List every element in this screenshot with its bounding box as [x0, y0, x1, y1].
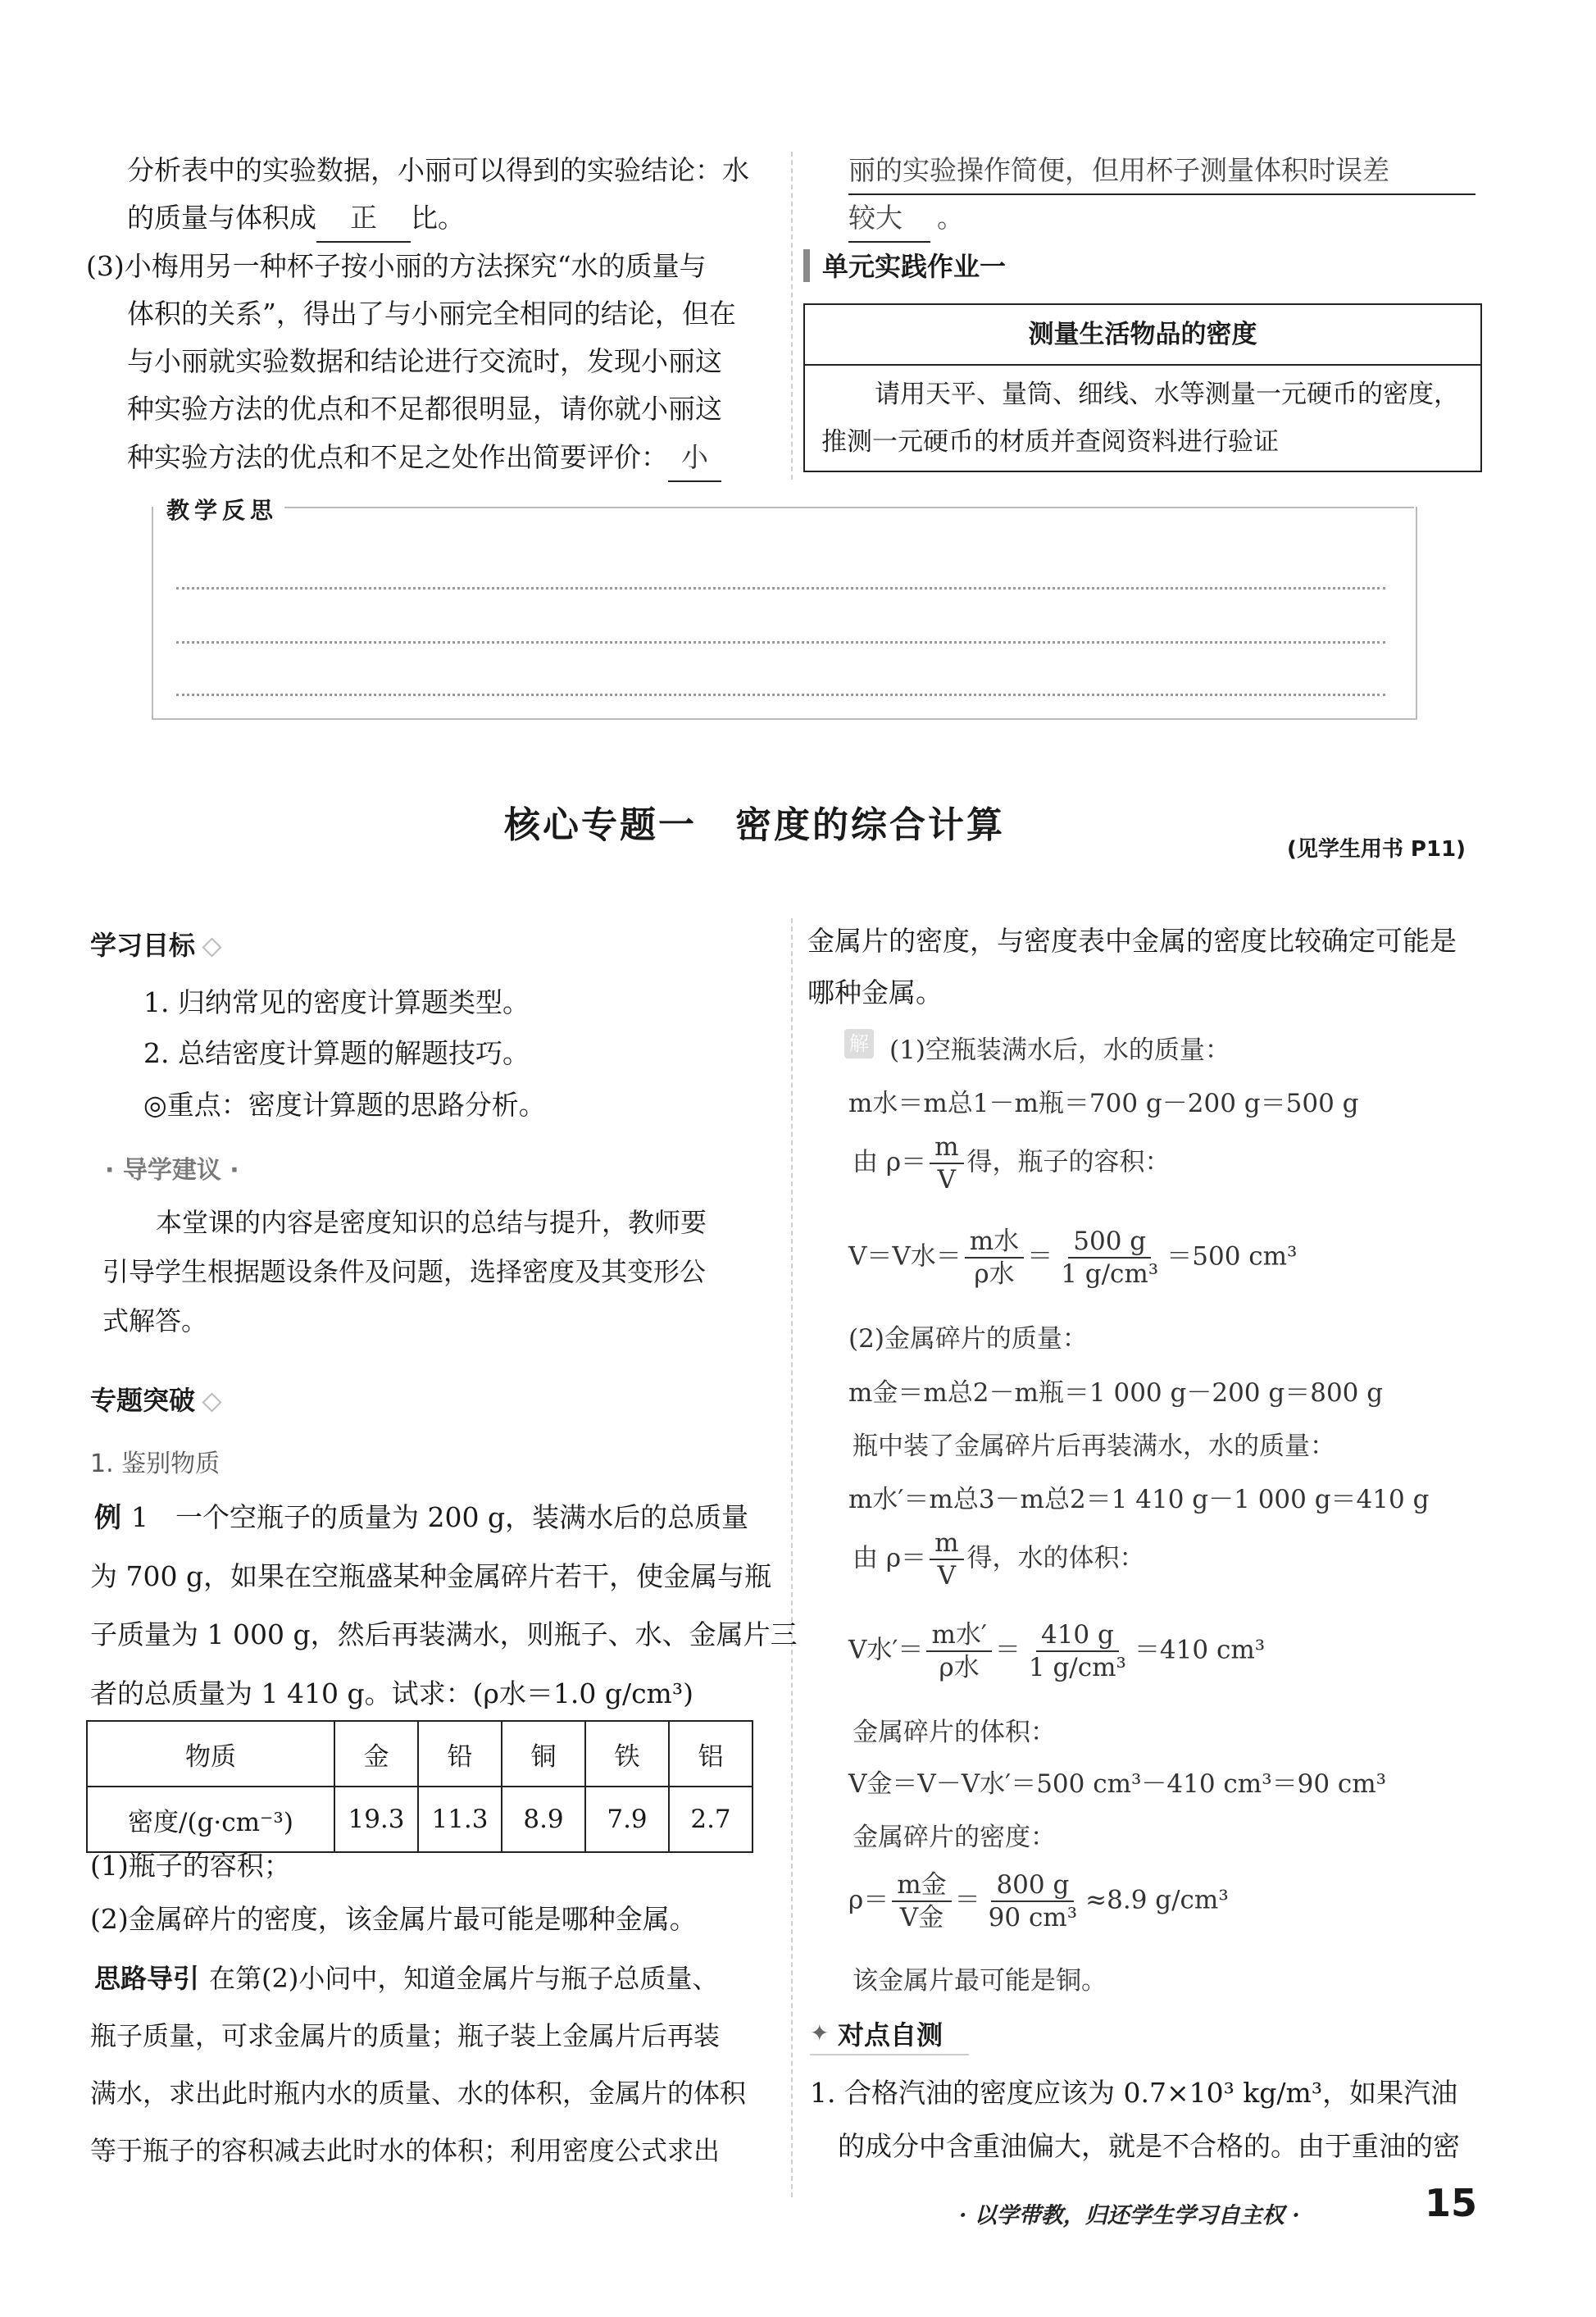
text-segment: ρ＝	[848, 1885, 889, 1915]
fraction	[930, 1527, 963, 1591]
text-segment: ＝410 cm³	[1134, 1635, 1266, 1665]
unit-practice-header: 单元实践作业一	[822, 251, 1007, 282]
fraction	[1056, 1226, 1163, 1290]
text-segment: 得，水的体积：	[966, 1543, 1145, 1573]
sparkle-icon: ✦	[810, 2019, 830, 2046]
breakthrough-header	[90, 1380, 219, 1418]
denominator: 1 g/cm³	[1061, 1259, 1159, 1289]
reflection-top-border	[283, 507, 1414, 508]
text-segment: V水′＝	[848, 1635, 924, 1665]
header-text: 学习目标	[90, 930, 196, 961]
text-segment: 。	[937, 202, 964, 234]
text-segment: 由 ρ＝	[853, 1147, 927, 1177]
text-line: 种实验方法的优点和不足都很明显，请你就小丽这	[127, 393, 722, 425]
fraction	[892, 1869, 951, 1933]
selftest-header-box	[810, 2013, 969, 2055]
solution-line: 金属碎片的密度：	[853, 1823, 1056, 1852]
selftest-header: 对点自测	[838, 2019, 944, 2051]
answer-text: 较大	[848, 195, 930, 243]
denominator: V	[937, 1561, 956, 1591]
thinking-line: 满水，求出此时瓶内水的质量、水的体积，金属片的体积	[90, 2078, 747, 2109]
question-item: (2)金属碎片的密度，该金属片最可能是哪种金属。	[90, 1903, 697, 1935]
text-segment: 得，瓶子的容积：	[966, 1147, 1171, 1177]
text-segment: 的质量与体积成	[127, 202, 316, 234]
solution-line: m金＝m总2－m瓶＝1 000 g－200 g＝800 g	[848, 1378, 1384, 1408]
solution-line	[853, 1527, 1145, 1591]
table-header-cell: 金	[334, 1721, 418, 1787]
text-line: 分析表中的实验数据，小丽可以得到的实验结论：水	[127, 154, 749, 186]
table-cell: 2.7	[669, 1787, 753, 1852]
solution-line: ρ＝ $\frac{\text{m金}}{\text{V金}}$ ＝ $\frac{800 g}{\text{90 cm³}}$ ≈8.9 g/cm³	[848, 1870, 1229, 1932]
table-cell: 8.9	[502, 1787, 585, 1852]
answer-text: 丽的实验操作简便，但用杯子测量体积时误差	[848, 148, 1476, 195]
practice-box-line: 请用天平、量筒、细线、水等测量一元硬币的密度，	[875, 380, 1459, 409]
table-cell: 19.3	[334, 1787, 418, 1852]
goal-item: 2. 总结密度计算题的解题技巧。	[143, 1037, 530, 1069]
guide-line: 式解答。	[102, 1305, 208, 1336]
table-row	[87, 1721, 753, 1787]
denominator: ρ水	[939, 1653, 980, 1682]
numerator: m	[930, 1131, 963, 1164]
reflection-line	[176, 694, 1385, 696]
table-cell: 7.9	[585, 1787, 669, 1852]
answer-continuation	[848, 148, 1476, 195]
problem-line: 1. 合格汽油的密度应该为 0.7×10³ kg/m³，如果汽油	[810, 2077, 1458, 2109]
solution-line: 瓶中装了金属碎片后再装满水，水的质量：	[853, 1432, 1335, 1461]
table-header-cell: 物质	[87, 1721, 334, 1787]
text-segment: 由 ρ＝	[853, 1543, 927, 1573]
learning-goals-header	[90, 925, 219, 963]
text-segment: 在第(2)小问中，知道金属片与瓶子总质量、	[209, 1963, 719, 1994]
guide-line: 引导学生根据题设条件及问题，选择密度及其变形公	[102, 1256, 707, 1287]
fraction	[926, 1619, 991, 1683]
answer-continuation	[848, 195, 964, 243]
reflection-line	[176, 641, 1385, 644]
text-line: 哪种金属。	[807, 976, 943, 1008]
reflection-line	[176, 587, 1385, 589]
numerator: m水	[965, 1226, 1024, 1259]
diamond-icon	[202, 937, 221, 957]
thinking-line	[94, 1955, 718, 2001]
column-divider	[791, 918, 793, 2197]
goal-item: 1. 归纳常见的密度计算题类型。	[143, 986, 530, 1018]
goal-item: ◎重点：密度计算题的思路分析。	[143, 1089, 546, 1121]
text-line: 金属片的密度，与密度表中金属的密度比较确定可能是	[807, 925, 1457, 957]
example-label: 例	[94, 1501, 121, 1533]
fraction	[930, 1131, 963, 1195]
numerator: m金	[892, 1869, 951, 1902]
thinking-line: 瓶子质量，可求金属片的质量；瓶子装上金属片后再装	[90, 2020, 721, 2051]
text-line: (3)小梅用另一种杯子按小丽的方法探究“水的质量与	[86, 250, 707, 282]
table-row-label: 密度/(g·cm⁻³)	[87, 1787, 334, 1852]
solution-line: 该金属片最可能是铜。	[853, 1966, 1107, 1996]
practice-box	[803, 303, 1482, 472]
table-header-cell: 铝	[669, 1721, 753, 1787]
topic-reference: (见学生用书 P11)	[1287, 837, 1466, 862]
text-line: 与小丽就实验数据和结论进行交流时，发现小丽这	[127, 345, 722, 377]
density-table	[86, 1720, 753, 1853]
denominator: V金	[899, 1903, 944, 1932]
text-line	[127, 435, 721, 482]
solution-line: V水′＝ $\frac{\text{m水′}}{\text{ρ水}}$ ＝ $\frac{410 g}{\text{1 g/cm³}}$ ＝410 cm³	[848, 1620, 1266, 1682]
solution-line: m水′＝m总3－m总2＝1 410 g－1 000 g＝410 g	[848, 1485, 1430, 1514]
example-line: 为 700 g，如果在空瓶盛某种金属碎片若干，使金属与瓶	[90, 1560, 772, 1592]
column-divider	[791, 152, 793, 480]
table-cell: 11.3	[418, 1787, 502, 1852]
thinking-line: 等于瓶子的容积减去此时水的体积；利用密度公式求出	[90, 2135, 721, 2166]
section-marker	[803, 249, 810, 282]
denominator: ρ水	[974, 1259, 1015, 1289]
example-line: 子质量为 1 000 g，然后再装满水，则瓶子、水、金属片三	[90, 1618, 798, 1650]
table-header-cell: 铅	[418, 1721, 502, 1787]
example-line	[94, 1495, 748, 1541]
text-segment: ≈8.9 g/cm³	[1085, 1885, 1229, 1915]
page-number: 15	[1425, 2181, 1478, 2225]
text-segment: 种实验方法的优点和不足之处作出简要评价：	[127, 441, 668, 473]
text-line	[127, 195, 465, 243]
denominator: 1 g/cm³	[1028, 1653, 1126, 1682]
header-text: 专题突破	[90, 1385, 196, 1416]
text-line: 体积的关系”，得出了与小丽完全相同的结论，但在	[127, 298, 736, 330]
topic-title: 核心专题一 密度的综合计算	[504, 804, 1005, 846]
solution-line: m水＝m总1－m瓶＝700 g－200 g＝500 g	[848, 1089, 1359, 1118]
table-header-cell: 铜	[502, 1721, 585, 1787]
subsection-title: 1. 鉴别物质	[90, 1450, 221, 1478]
denominator: V	[937, 1165, 956, 1195]
answer-blank: 小	[668, 435, 721, 482]
text-segment: 1 一个空瓶子的质量为 200 g，装满水后的总质量	[131, 1501, 749, 1533]
denominator: 90 cm³	[988, 1903, 1078, 1932]
thinking-label: 思路导引	[94, 1963, 200, 1994]
problem-line: 的成分中含重油偏大，就是不合格的。由于重油的密	[838, 2130, 1460, 2162]
numerator: 500 g	[1068, 1226, 1151, 1259]
guide-line: 本堂课的内容是密度知识的总结与提升，教师要	[156, 1207, 707, 1238]
reflection-box	[152, 507, 1417, 720]
table-row	[87, 1787, 753, 1852]
solution-line: V金＝V－V水′＝500 cm³－410 cm³＝90 cm³	[848, 1769, 1387, 1799]
numerator: 800 g	[991, 1869, 1074, 1902]
numerator: m水′	[926, 1619, 991, 1652]
fraction	[1024, 1619, 1131, 1683]
numerator: m	[930, 1527, 963, 1560]
practice-box-title: 测量生活物品的密度	[805, 305, 1480, 366]
numerator: 410 g	[1036, 1619, 1119, 1652]
solution-line: V＝V水＝ $\frac{\text{m水}}{\text{ρ水}}$ ＝ $\frac{500 g}{\text{1 g/cm³}}$ ＝500 cm³	[848, 1227, 1298, 1289]
text-segment: 比。	[411, 202, 465, 234]
text-segment: V＝V水＝	[848, 1241, 962, 1272]
answer-blank: 正	[316, 195, 411, 243]
fraction	[984, 1869, 1083, 1933]
solution-line: (1)空瓶装满水后，水的质量：	[889, 1036, 1230, 1065]
table-header-cell: 铁	[585, 1721, 669, 1787]
text-segment: ＝500 cm³	[1166, 1241, 1298, 1272]
example-line: 者的总质量为 1 410 g。试求：(ρ水＝1.0 g/cm³)	[90, 1677, 693, 1709]
fraction	[965, 1226, 1024, 1290]
diamond-icon	[202, 1392, 221, 1412]
solution-line: 金属碎片的体积：	[853, 1718, 1056, 1747]
footer-slogan: · 以学带教，归还学生学习自主权 ·	[959, 2203, 1300, 2228]
guide-header: · 导学建议 ·	[105, 1156, 239, 1185]
reflection-title: 教学反思	[160, 493, 284, 526]
solution-line: (2)金属碎片的质量：	[848, 1324, 1088, 1354]
question-item: (1)瓶子的容积；	[90, 1850, 291, 1882]
practice-box-line: 推测一元硬币的材质并查阅资料进行验证	[821, 427, 1279, 457]
solution-line	[853, 1131, 1171, 1195]
solution-badge: 解	[844, 1029, 874, 1058]
